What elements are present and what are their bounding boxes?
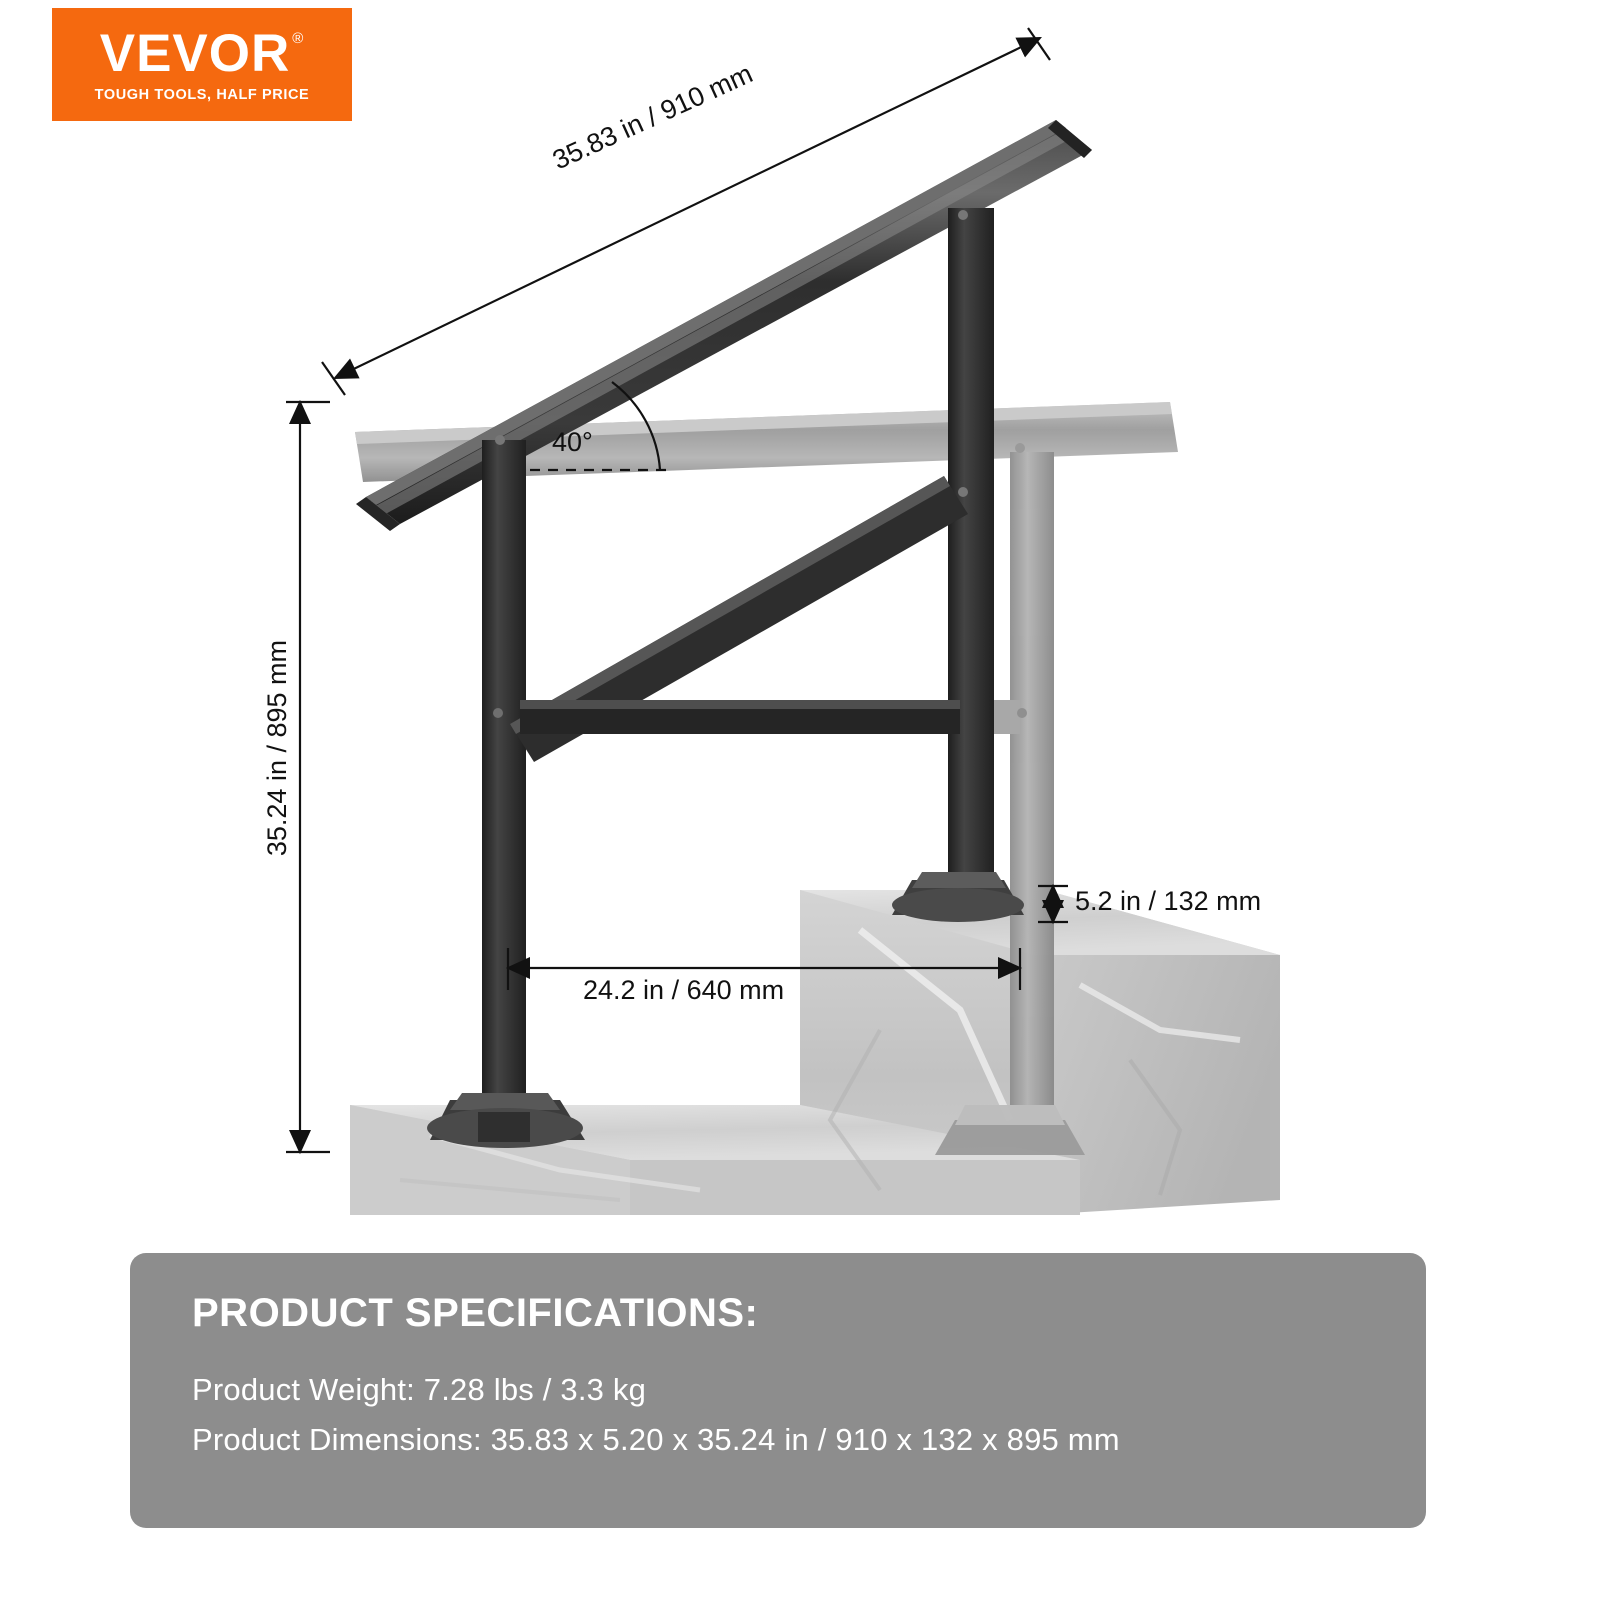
- brand-name-text: VEVOR: [99, 23, 291, 83]
- dimension-depth: 5.2 in / 132 mm: [1075, 886, 1262, 916]
- post-left: [482, 440, 526, 1120]
- registered-mark: ®: [292, 29, 305, 47]
- brand-tagline: TOUGH TOOLS, HALF PRICE: [94, 86, 310, 103]
- spec-dimensions: Product Dimensions: 35.83 x 5.20 x 35.24 in / 910 x 132 x 895 mm: [192, 1422, 1120, 1457]
- dimension-width: 24.2 in / 640 mm: [583, 975, 785, 1005]
- product-specifications-panel: [130, 1253, 1426, 1528]
- post-right: [948, 208, 994, 908]
- dimension-height: 35.24 in / 895 mm: [262, 640, 292, 857]
- spec-weight: Product Weight: 7.28 lbs / 3.3 kg: [192, 1372, 647, 1407]
- dimension-rail-length: 35.83 in / 910 mm: [548, 58, 758, 176]
- dimension-angle: 40°: [552, 427, 593, 457]
- specifications-title: PRODUCT SPECIFICATIONS:: [192, 1291, 759, 1335]
